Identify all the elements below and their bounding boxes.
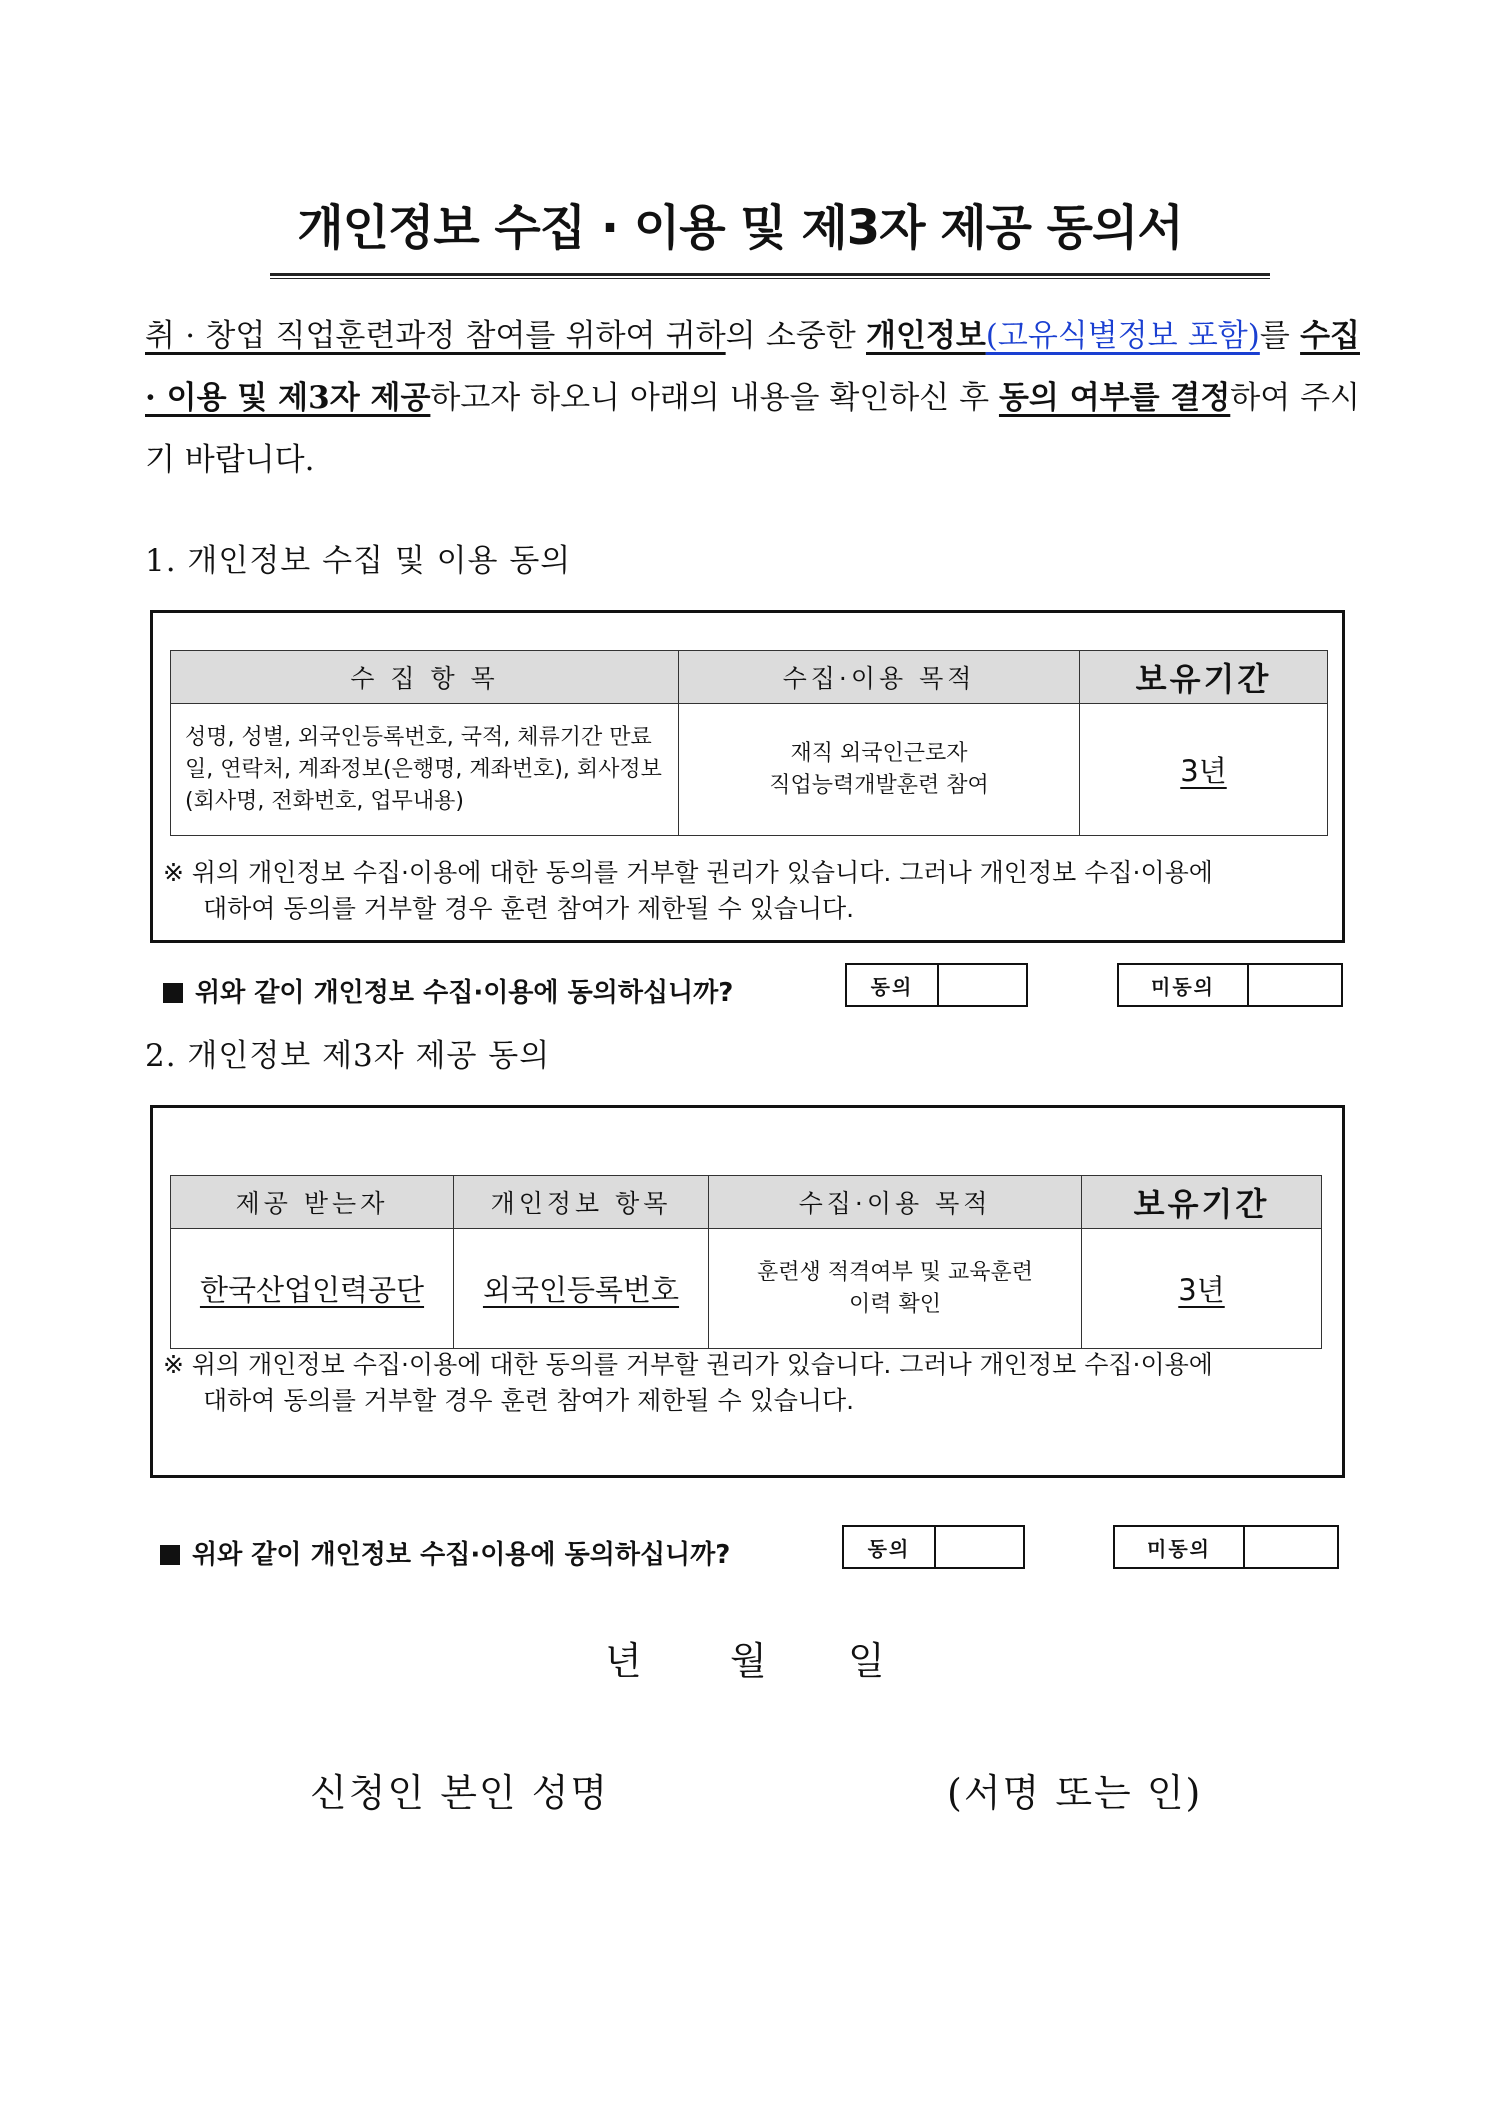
square-bullet-icon (163, 983, 183, 1003)
header-purpose: 수집·이용 목적 (709, 1176, 1082, 1229)
intro-text-7: 하고자 하오니 아래의 내용을 확인하신 후 (430, 380, 999, 416)
note-line1: ※ 위의 개인정보 수집·이용에 대한 동의를 거부할 권리가 있습니다. 그러나 개인정보 수집·이용에 (163, 1350, 1213, 1379)
header-retention: 보유기간 (1082, 1176, 1322, 1229)
cell-purpose (709, 1229, 1082, 1349)
disagree-label: 미동의 (1115, 1527, 1245, 1567)
applicant-name-label: 신청인 본인 성명 (310, 1771, 610, 1815)
section1-table (170, 650, 1328, 836)
purpose-line1: 재직 외국인근로자 (790, 740, 968, 766)
date-month: 월 (730, 1639, 767, 1683)
section2-agree-choice (842, 1525, 1025, 1569)
intro-collect-use-provide: 수집 · 이용 및 제3자 제공 (145, 318, 1360, 416)
purpose-line2: 직업능력개발훈련 참여 (769, 772, 989, 798)
disagree-checkbox[interactable] (1249, 965, 1341, 1005)
date-year: 년 (605, 1639, 642, 1683)
section2-disagree-choice (1113, 1525, 1339, 1569)
agree-label: 동의 (844, 1527, 936, 1567)
header-recipient: 제공 받는자 (171, 1176, 454, 1229)
cell-retention: 3년 (1082, 1229, 1322, 1349)
table-row (171, 704, 1328, 836)
cell-purpose (679, 704, 1080, 836)
section1-heading: 1. 개인정보 수집 및 이용 동의 (145, 543, 572, 579)
purpose-line2: 이력 확인 (848, 1291, 941, 1317)
section2-table (170, 1175, 1322, 1349)
signature-hint: (서명 또는 인) (947, 1771, 1203, 1815)
table-header-row (171, 1176, 1322, 1229)
section1-note (163, 855, 1333, 927)
section1-disagree-choice (1117, 963, 1343, 1007)
section1-question (163, 972, 733, 1009)
cell-collect-items: 성명, 성별, 외국인등록번호, 국적, 체류기간 만료일, 연락처, 계좌정보(은행명, 계좌번호), 회사정보(회사명, 전화번호, 업무내용) (171, 704, 679, 836)
section2-heading: 2. 개인정보 제3자 제공 동의 (145, 1038, 551, 1074)
section2-question (160, 1534, 730, 1571)
section2-note (163, 1347, 1333, 1419)
header-collect-items: 수 집 항 목 (171, 651, 679, 704)
intro-text-9: 하여 주시기 바랍니다. (145, 380, 1360, 478)
section1-agree-choice (845, 963, 1028, 1007)
note-line1: ※ 위의 개인정보 수집·이용에 대한 동의를 거부할 권리가 있습니다. 그러나 개인정보 수집·이용에 (163, 858, 1213, 887)
table-row (171, 1229, 1322, 1349)
intro-decide-consent: 동의 여부를 결정 (998, 380, 1231, 416)
note-line2: 대하여 동의를 거부할 경우 훈련 참여가 제한될 수 있습니다. (203, 1386, 855, 1415)
intro-underlined-1: 취 · 창업 직업훈련과정 참여를 위하여 귀하 (145, 318, 726, 354)
cell-info-item: 외국인등록번호 (454, 1229, 709, 1349)
agree-label: 동의 (847, 965, 939, 1005)
agree-checkbox[interactable] (936, 1527, 1023, 1567)
agree-checkbox[interactable] (939, 965, 1026, 1005)
disagree-label: 미동의 (1119, 965, 1249, 1005)
title-underline (270, 273, 1270, 276)
table-header-row (171, 651, 1328, 704)
date-day: 일 (848, 1639, 885, 1683)
cell-recipient: 한국산업인력공단 (171, 1229, 454, 1349)
disagree-checkbox[interactable] (1245, 1527, 1337, 1567)
header-info-item: 개인정보 항목 (454, 1176, 709, 1229)
intro-unique-id-info: (고유식별정보 포함) (985, 318, 1260, 354)
document-title: 개인정보 수집 · 이용 및 제3자 제공 동의서 (297, 200, 1183, 256)
intro-personal-info: 개인정보 (866, 318, 986, 354)
square-bullet-icon (160, 1545, 180, 1565)
cell-retention: 3년 (1080, 704, 1328, 836)
note-line2: 대하여 동의를 거부할 경우 훈련 참여가 제한될 수 있습니다. (203, 894, 855, 923)
title-underline-thin (270, 278, 1270, 279)
intro-text-2: 의 소중한 (725, 318, 866, 354)
header-retention: 보유기간 (1080, 651, 1328, 704)
question-text: 위와 같이 개인정보 수집·이용에 동의하십니까? (192, 1540, 731, 1570)
purpose-line1: 훈련생 적격여부 및 교육훈련 (756, 1259, 1033, 1285)
intro-paragraph (145, 305, 1360, 491)
header-purpose: 수집·이용 목적 (679, 651, 1080, 704)
question-text: 위와 같이 개인정보 수집·이용에 동의하십니까? (195, 978, 734, 1008)
intro-text-5: 를 (1259, 318, 1301, 354)
